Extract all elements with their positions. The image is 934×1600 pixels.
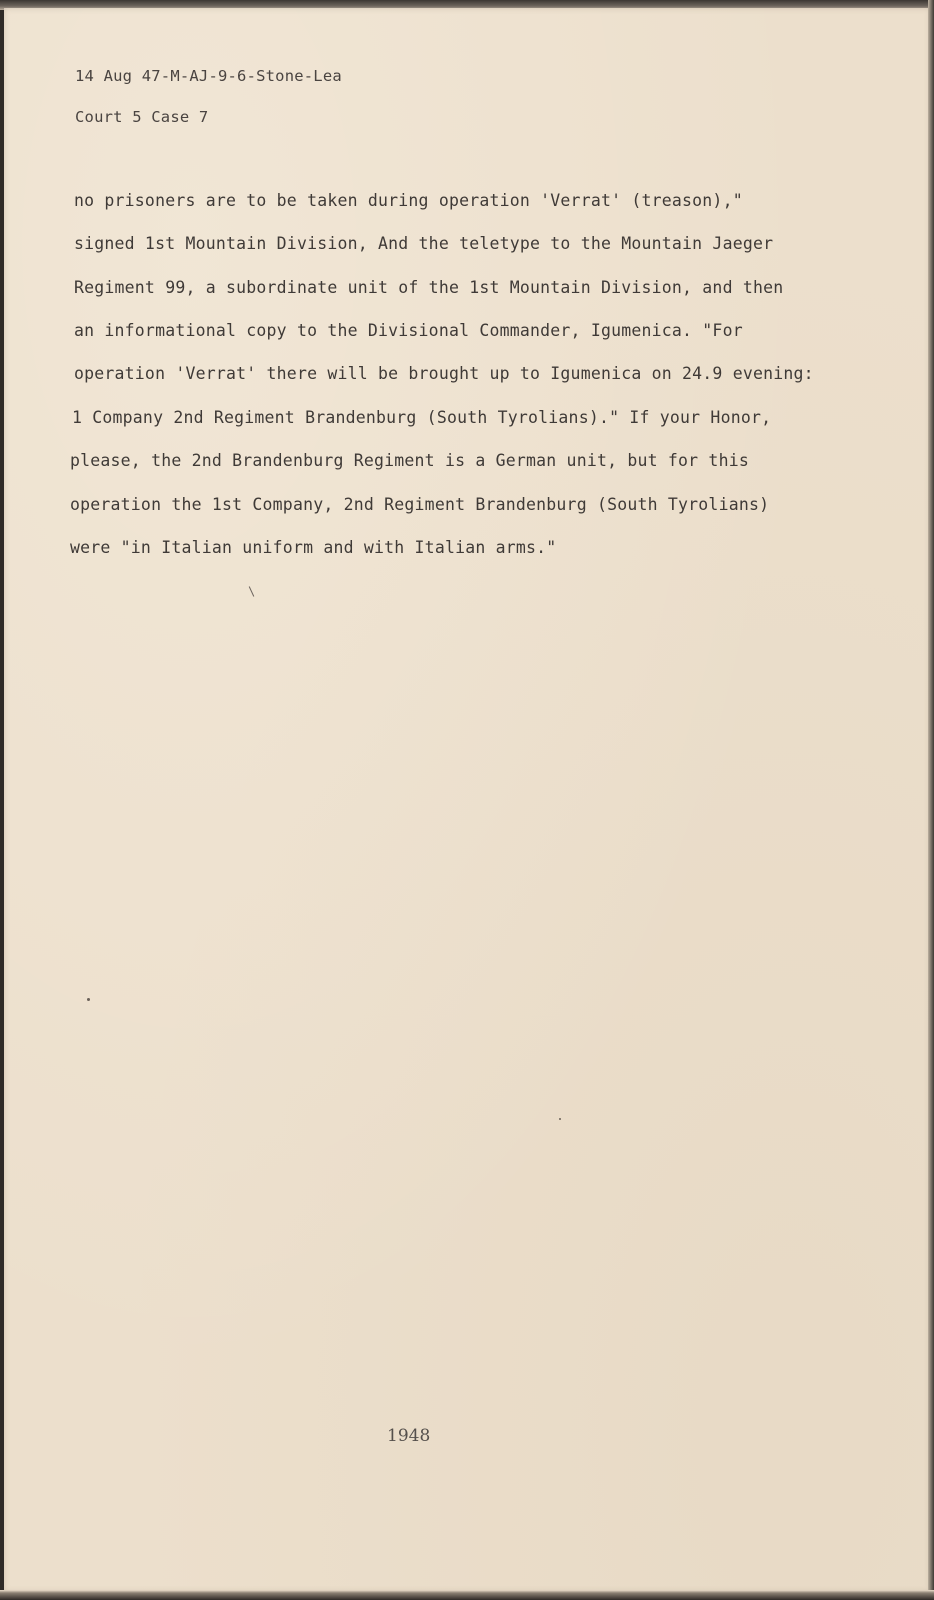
body-line: 1 Company 2nd Regiment Brandenburg (South Tyrolians)." If your Honor,: [72, 408, 772, 427]
body-line: were "in Italian uniform and with Italian arms.": [70, 538, 557, 557]
body-line: please, the 2nd Brandenburg Regiment is a German unit, but for this: [70, 451, 749, 470]
paper-speck: [559, 1118, 561, 1120]
body-line: an informational copy to the Divisional Commander, Igumenica. "For: [74, 321, 743, 340]
document-reference: 14 Aug 47-M-AJ-9-6-Stone-Lea: [75, 67, 342, 85]
body-line: signed 1st Mountain Division, And the teletype to the Mountain Jaeger: [74, 234, 774, 253]
stray-pen-mark: [249, 586, 255, 596]
document-page: [4, 8, 930, 1592]
body-line: Regiment 99, a subordinate unit of the 1st Mountain Division, and then: [74, 278, 784, 297]
page-number: 1948: [387, 1426, 431, 1446]
body-line: operation the 1st Company, 2nd Regiment Brandenburg (South Tyrolians): [70, 495, 770, 514]
court-case-label: Court 5 Case 7: [75, 108, 209, 126]
body-line: operation 'Verrat' there will be brought up to Igumenica on 24.9 evening:: [74, 364, 814, 383]
paper-speck: [87, 998, 90, 1001]
scan-bottom-edge: [0, 1590, 934, 1600]
scan-right-edge: [928, 0, 934, 1600]
body-line: no prisoners are to be taken during operation 'Verrat' (treason),": [74, 191, 743, 210]
